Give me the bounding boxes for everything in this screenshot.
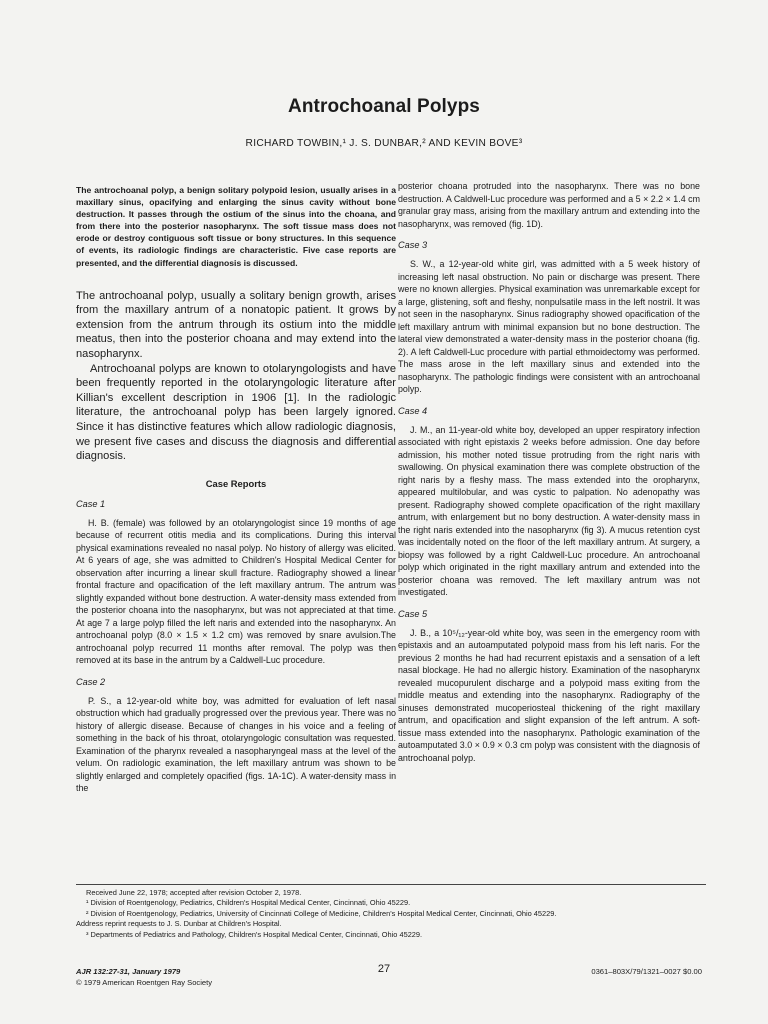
section-heading: Case Reports [205,477,267,489]
footnote-reprint: Address reprint requests to J. S. Dunbar at Children's Hospital. [76,919,282,929]
article-code: 0361–803X/79/1321–0027 $0.00 [591,967,702,976]
journal-reference: AJR 132:27-31, January 1979 [76,967,181,976]
author-line: RICHARD TOWBIN,¹ J. S. DUNBAR,² AND KEVIN BOVE³ [245,138,523,149]
intro-paragraph-1: The antrochoanal polyp, usually a solitary benign growth, arises from the maxillary antrum of a nonatopic patient. It grows by extension from the antrum through its ostium into the middle meatus, then into the posterior choana and may extend into the nasopharynx. [76,289,396,361]
right-column [398,180,700,764]
case-4-heading: Case 4 [398,405,428,416]
case-5-heading: Case 5 [398,608,428,619]
article-title: Antrochoanal Polyps [288,96,480,117]
case-3-heading: Case 3 [398,240,428,250]
case-2-text: P. S., a 12-year-old white boy, was admitted for evaluation of left nasal obstruction which had gradually progressed over the previous year. There was no history of allergic disease. Because of changes in his voice and a feeling of something in the back of his throat, otolaryngologic consultation was requested. Examination of the pharynx revealed a nasopharyngeal mass at the level of the velum. On radiologic examination, the left maxillary antrum was shown to be slightly enlarged and completely opacified (figs. 1A-1C). A water-density mass in the [76,695,396,794]
footnote-1: ¹ Division of Roentgenology, Pediatrics, Children's Hospital Medical Center, Cincinnati, Ohio 45229. [86,898,411,908]
footnotes [76,884,706,940]
footnote-2: ² Division of Roentgenology, Pediatrics, University of Cincinnati College of Medicine, Children's Hospital Medical Center, Cincinnati, Ohio 45229. [86,908,557,918]
copyright-line: © 1979 American Roentgen Ray Society [76,977,213,987]
case-2-continued: posterior choana protruded into the nasopharynx. There was no bone destruction. A Caldwell-Luc procedure was performed and a 5 × 2.2 × 1.4 cm granular gray mass, arising from the maxillary antrum and extending into the nasopharynx, was removed (fig. 1D). [398,181,700,229]
footnote-received: Received June 22, 1978; accepted after revision October 2, 1978. [86,888,302,897]
case-1-text: H. B. (female) was followed by an otolaryngologist since 19 months of age because of recurrent otitis media and its complications. During this interval physical examinations revealed no nasal polyp. No history of allergy was elicited. At 6 years of age, she was admitted to Children's Hospital Medical Center for observation after incurring a linear skull fracture. Radiography showed a linear frontal fracture and opacification of the left maxillary antrum. The antrum was slightly expanded without bone destruction. A water-density mass extended from the posterior choana into the nasopharynx, but was not appreciated at that time. At age 7 a large polyp filled the left naris and extended into the nasopharynx. An antrochoanal polyp (8.0 × 1.5 × 1.2 cm) was removed by snare avulsion.The antrochoanal polyp recurred 11 months after removal. The polyp was then removed at its base in the antrum by a Caldwell-Luc procedure. [76,517,396,666]
page-number: 27 [377,963,391,975]
footnote-3: ³ Departments of Pediatrics and Pathology, Children's Hospital Medical Center, Cincinnati, Ohio 45229. [86,929,423,939]
left-column [76,184,396,795]
case-5-text: J. B., a 10⁵/₁₂-year-old white boy, was seen in the emergency room with epistaxis and an autoamputated polypoid mass from his left naris. For the previous 2 months he had had recurrent epistaxis and a sensation of a left nasal blockage. He had no allergic history. Examination of the nasopharynx revealed mucopurulent discharge and a polypoid mass exiting from the middle meatus and extending into the nasopharynx. Radiography of the sinuses demonstrated mucoperiosteal thickening of the right maxillary antrum, and opacification and slight expansion of the left antrum. A soft-tissue mass extended into the nasopharynx. Pathologic examination of the autoamputated 3.0 × 0.9 × 0.3 cm polyp was consistent with the diagnosis of antrochoanal polyp. [398,627,700,763]
case-1-heading: Case 1 [76,498,106,509]
case-4-text: J. M., an 11-year-old white boy, developed an upper respiratory infection associated with right epistaxis 2 weeks before admission. One day before admission, his mother noted tissue protruding from the right naris with swallowing. On physical examination there was complete obstruction of the right naris by a fleshy mass. The mass extended into the oropharynx, appeared multilobular, and was cystic to palpation. No adenopathy was present. Radiography showed complete opacification of the right maxillary antrum, with enlargement but no bony destruction. A water-density mass in the right naris extended into the nasopharynx (fig 3). A mucus retention cyst was incidentally noted on the floor of the left maxillary antrum. At surgery, a biopsy was followed by a right Caldwell-Luc procedure. An antrochoanal polyp which originated in the right maxillary antrum and extended into the posterior choana was removed. The left maxillary antrum was not investigated. [398,424,700,597]
case-3-text: S. W., a 12-year-old white girl, was admitted with a 5 week history of increasing left nasal obstruction. No pain or discharge was present. There were no known allergies. Physical examination was unremarkable except for a large, glistening, soft and fleshy, nonpulsatile mass in the left nostril. It was not seen in the nasopharynx. Sinus radiography showed opacification of the left maxillary antrum with minimal expansion but no bone destruction. The lateral view demonstrated a water-density mass in the posterior choana (fig. 2). A left Caldwell-Luc procedure with partial ethmoidectomy was performed. The mass arose in the left maxillary sinus and extended into the nasopharynx. The pathologic findings were consistent with an antrochoanal polyp. [398,259,700,394]
case-2-heading: Case 2 [76,676,106,687]
intro-paragraph-2: Antrochoanal polyps are known to otolaryngologists and have been frequently reported in the otolaryngologic literature after Killian's excellent description in 1906 [1]. In the radiologic literature, the antrochoanal polyp has been largely ignored. Since it has distinctive features which allow radiologic diagnosis, we present five cases and discuss the diagnosis and differential diagnosis. [76,362,396,463]
abstract: The antrochoanal polyp, a benign solitary polypoid lesion, usually arises in a maxillary sinus, opacifying and enlarging the sinus cavity without bone destruction. It passes through the ostium of the sinus into the choana, and from there into the posterior nasopharynx. The soft tissue mass does not erode or destroy contiguous soft tissue or bony structures. In this sequence of events, its radiologic findings are characteristic. Five case reports are presented, and the differential diagnosis is discussed. [76,185,396,268]
